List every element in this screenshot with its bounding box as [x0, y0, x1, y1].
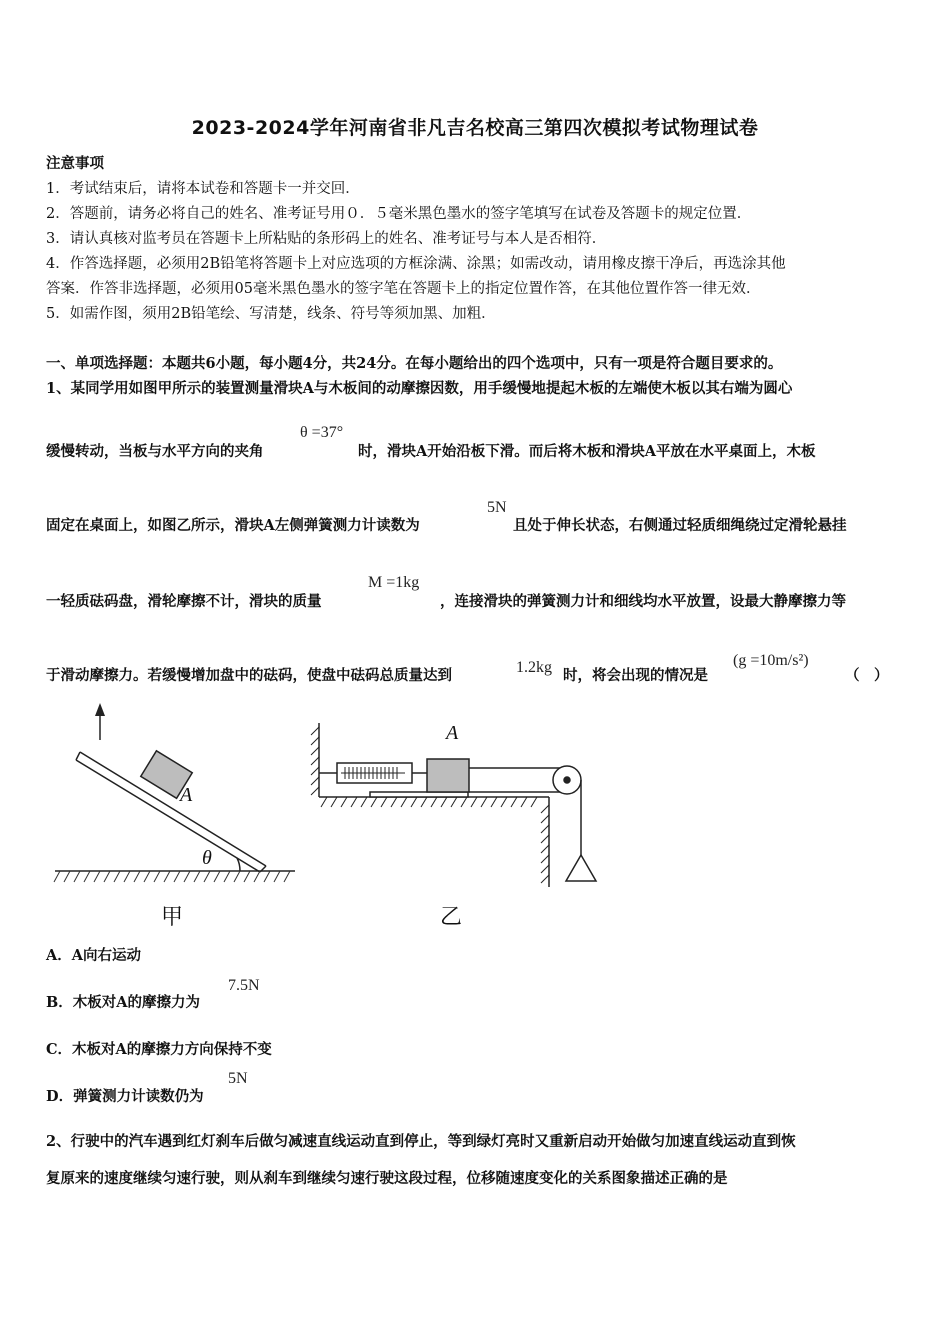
math-theta: θ =37° — [300, 424, 344, 441]
option-c: C．木板对A的摩擦力方向保持不变 — [46, 1041, 272, 1058]
fig-jia-block-label: A — [180, 784, 193, 806]
answer-blank: （ ） — [845, 667, 889, 684]
notice-item: 1．考试结束后，请将本试卷和答题卡一并交回． — [46, 181, 360, 197]
notice-item: 答案．作答非选择题，必须用05毫米黑色墨水的签字笔在答题卡上的指定位置作答，在其他位置作答一律无效． — [46, 281, 761, 297]
fig-jia-caption: 甲 — [161, 905, 184, 930]
option-d: D．弹簧测力计读数仍为 — [46, 1088, 204, 1105]
q1-line: 时，将会出现的情况是 — [563, 667, 708, 684]
q1-line: 固定在桌面上，如图乙所示，滑块A左侧弹簧测力计读数为 — [46, 517, 420, 534]
math-mass-m: M =1kg — [368, 574, 420, 591]
q1-line: 且处于伸长状态，右侧通过轻质细绳绕过定滑轮悬挂 — [513, 517, 847, 534]
fig-yi-caption: 乙 — [440, 905, 463, 930]
notice-item: 2．答题前，请务必将自己的姓名、准考证号用０．５毫米黑色墨水的签字笔填写在试卷及答题卡的规定位置． — [46, 206, 752, 222]
option-d-math: 5N — [228, 1070, 248, 1087]
q1-line: 一轻质砝码盘，滑轮摩擦不计，滑块的质量 — [46, 593, 322, 610]
q1-line: 于滑动摩擦力。若缓慢增加盘中的砝码，使盘中砝码总质量达到 — [46, 667, 452, 684]
math-mass: 1.2kg — [516, 659, 552, 676]
q1-line: 时，滑块A开始沿板下滑。而后将木板和滑块A平放在水平桌面上，木板 — [358, 443, 816, 460]
option-b-math: 7.5N — [228, 977, 260, 994]
q1-line: ，连接滑块的弹簧测力计和细线均水平放置，设最大静摩擦力等 — [440, 593, 846, 610]
page-title: 2023-2024学年河南省非凡吉名校高三第四次模拟考试物理试卷 — [191, 117, 759, 139]
fig-yi-block-label: A — [446, 722, 459, 744]
math-g: (g =10m/s²) — [733, 652, 809, 669]
notice-heading: 注意事项 — [46, 155, 104, 172]
q2-line: 复原来的速度继续匀速行驶，则从刹车到继续匀速行驶这段过程，位移随速度变化的关系图象描述正确的是 — [46, 1170, 728, 1187]
notice-item: 4．作答选择题，必须用2B铅笔将答题卡上对应选项的方框涂满、涂黑；如需改动，请用橡皮擦干净后，再选涂其他 — [46, 256, 786, 272]
q2-line: 2、行驶中的汽车遇到红灯刹车后做匀减速直线运动直到停止，等到绿灯亮时又重新启动开始做匀加速直线运动直到恢 — [46, 1133, 796, 1150]
option-b: B．木板对A的摩擦力为 — [46, 994, 201, 1011]
option-a: A．A向右运动 — [46, 947, 142, 964]
fig-jia-angle-label: θ — [202, 847, 212, 869]
notice-item: 3．请认真核对监考员在答题卡上所粘贴的条形码上的姓名、准考证号与本人是否相符． — [46, 231, 607, 247]
figure-jia — [50, 700, 300, 895]
section-heading: 一、单项选择题：本题共6小题，每小题4分，共24分。在每小题给出的四个选项中，只有一项是符合题目要求的。 — [46, 355, 783, 372]
math-force: 5N — [487, 499, 507, 516]
q1-line: 1、某同学用如图甲所示的装置测量滑块A与木板间的动摩擦因数，用手缓慢地提起木板的左端使木板以其右端为圆心 — [46, 380, 793, 397]
notice-item: 5．如需作图，须用2B铅笔绘、写清楚，线条、符号等须加黑、加粗． — [46, 306, 496, 322]
q1-line: 缓慢转动，当板与水平方向的夹角 — [46, 443, 264, 460]
